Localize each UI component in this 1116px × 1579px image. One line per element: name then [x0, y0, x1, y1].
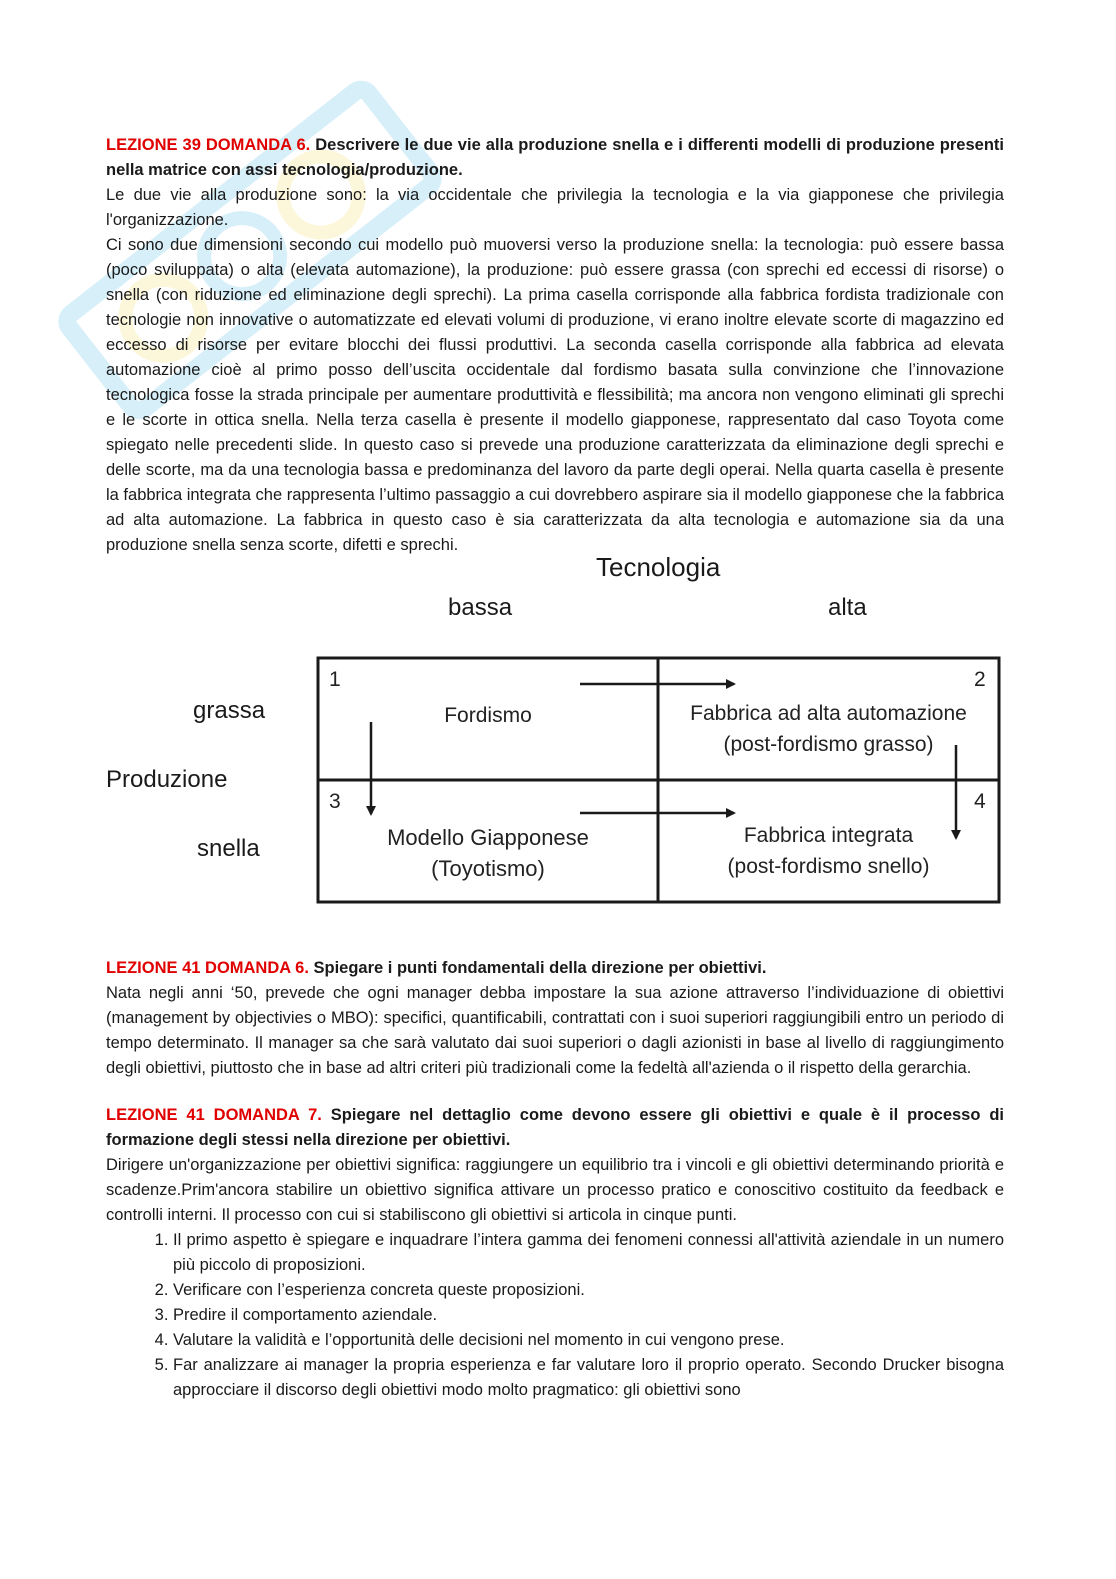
section-lezione-39-6 [106, 133, 1004, 934]
cell-line: (post-fordismo snello) [727, 855, 930, 878]
cell-line: (Toyotismo) [431, 856, 545, 881]
cell-line: Modello Giapponese [387, 825, 589, 850]
row-label-fat: grassa [193, 697, 266, 724]
cell-fabbrica-integrata [658, 820, 999, 882]
question-heading [106, 956, 1004, 981]
cell-number-2: 2 [974, 668, 986, 691]
lesson-label: LEZIONE 41 DOMANDA 7. [106, 1106, 322, 1124]
question-text: Descrivere le due vie alla produzione snella e i differenti modelli di produzione presenti nella matrice con assi tecnologia/produzione. [106, 136, 1004, 179]
lesson-label: LEZIONE 39 DOMANDA 6. [106, 136, 311, 154]
section-lezione-41-6 [106, 956, 1004, 1081]
question-text: Spiegare nel dettaglio come devono essere gli obiettivi e quale è il processo di formazione degli stessi nella direzione per obiettivi. [106, 1106, 1004, 1149]
document-page [106, 133, 1004, 1425]
cell-line: (post-fordismo grasso) [723, 733, 934, 756]
cell-fordismo [318, 700, 658, 731]
row-label-lean: snella [197, 835, 260, 862]
cell-number-1: 1 [329, 668, 341, 691]
list-item: 5. Far analizzare ai manager la propria esperienza e far valutare loro il proprio operato. Secondo Drucker bisogna approcciare il discorso degli obiettivi modo molto pragmatico: gli obiettivi sono [173, 1353, 1004, 1403]
list-item: 1. Il primo aspetto è spiegare e inquadrare l’intera gamma dei fenomeni connessi all'attività aziendale in un numero più piccolo di proposizioni. [173, 1228, 1004, 1278]
cell-number-3: 3 [329, 790, 341, 813]
cell-number-4: 4 [974, 790, 986, 813]
section-lezione-41-7 [106, 1103, 1004, 1403]
list-item: 2. Verificare con l’esperienza concreta queste proposizioni. [173, 1278, 1004, 1303]
diagram-title: Tecnologia [596, 552, 721, 582]
column-label-low: bassa [448, 594, 513, 621]
cell-line: Fabbrica ad alta automazione [690, 702, 967, 725]
paragraph: Ci sono due dimensioni secondo cui modello può muoversi verso la produzione snella: la tecnologia: può essere bassa (poco sviluppata) o alta (elevata automazione), la produzione: può essere grassa (con sprechi ed eccessi di risorse) o snella (con riduzione ed eliminazione degli sprechi). La prima casella corrisponde alla fabbrica fordista tradizionale con tecnologie non innovative o automatizzate ed elevati volumi di produzione, vi erano inoltre elevate scorte di magazzino ed eccesso di risorse per evitare blocchi dei flussi produttivi. La seconda casella corrisponde alla fabbrica ad elevata automazione cioè al primo posso dell’uscita occidentale dal fordismo basata sulla convinzione che l’innovazione tecnologica fosse la strada principale per aumentare produttività e flessibilità; ma ancora non vengono eliminati gli sprechi e le scorte in ottica snella. Nella terza casella è presente il modello giapponese, rappresentato dal caso Toyota come spiegato nelle precedenti slide. In questo caso si prevede una produzione caratterizzata da eliminazione degli sprechi e delle scorte, ma da una tecnologia bassa e predominanza del lavoro da parte degli operai. Nella quarta casella è presente la fabbrica integrata che rappresenta l’ultimo passaggio a cui dovrebbero aspirare sia il modello giapponese che la fabbrica ad alta automazione. La fabbrica in questo caso è sia caratterizzata da alta tecnologia e automazione sia da una produzione snella senza scorte, difetti e sprechi. [106, 236, 1004, 554]
question-text: Spiegare i punti fondamentali della direzione per obiettivi. [308, 959, 767, 977]
technology-production-matrix [106, 552, 1004, 934]
paragraph: Nata negli anni ‘50, prevede che ogni manager debba impostare la sua azione attraverso l’individuazione di obiettivi (management by objectivies o MBO): specifici, quantificabili, contrattati con i suoi superiori raggiungibili entro un periodo di tempo determinato. Il manager sa che sarà valutato dai suoi superiori o dagli azionisti in base al livello di raggiungimento degli obiettivi, piuttosto che in base ad altri criteri più tradizionali come la fedeltà all'azienda o il rispetto della gerarchia. [106, 984, 1004, 1077]
cell-line: Fabbrica integrata [743, 824, 914, 847]
list-item: 4. Valutare la validità e l’opportunità delle decisioni nel momento in cui vengono prese. [173, 1328, 1004, 1353]
column-label-high: alta [828, 594, 867, 621]
paragraph: Dirigere un'organizzazione per obiettivi significa: raggiungere un equilibrio tra i vincoli e gli obiettivi determinando priorità e scadenze.Prim'ancora stabilire un obiettivo significa attivare un processo pratico e conoscitivo costituito da feedback e controlli interni. Il processo con cui si stabiliscono gli obiettivi si articola in cinque punti. [106, 1156, 1004, 1224]
paragraph: Le due vie alla produzione sono: la via occidentale che privilegia la tecnologia e la via giapponese che privilegia l'organizzazione. [106, 186, 1004, 229]
cell-modello-giapponese [318, 822, 658, 884]
process-steps-list [106, 1228, 1004, 1403]
question-heading [106, 1103, 1004, 1153]
question-heading [106, 133, 1004, 183]
row-axis-label: Produzione [106, 766, 228, 793]
cell-line: Fordismo [444, 704, 532, 727]
lesson-label: LEZIONE 41 DOMANDA 6. [106, 959, 309, 977]
cell-fabbrica-alta-automazione [658, 698, 999, 760]
list-item: 3. Predire il comportamento aziendale. [173, 1303, 1004, 1328]
